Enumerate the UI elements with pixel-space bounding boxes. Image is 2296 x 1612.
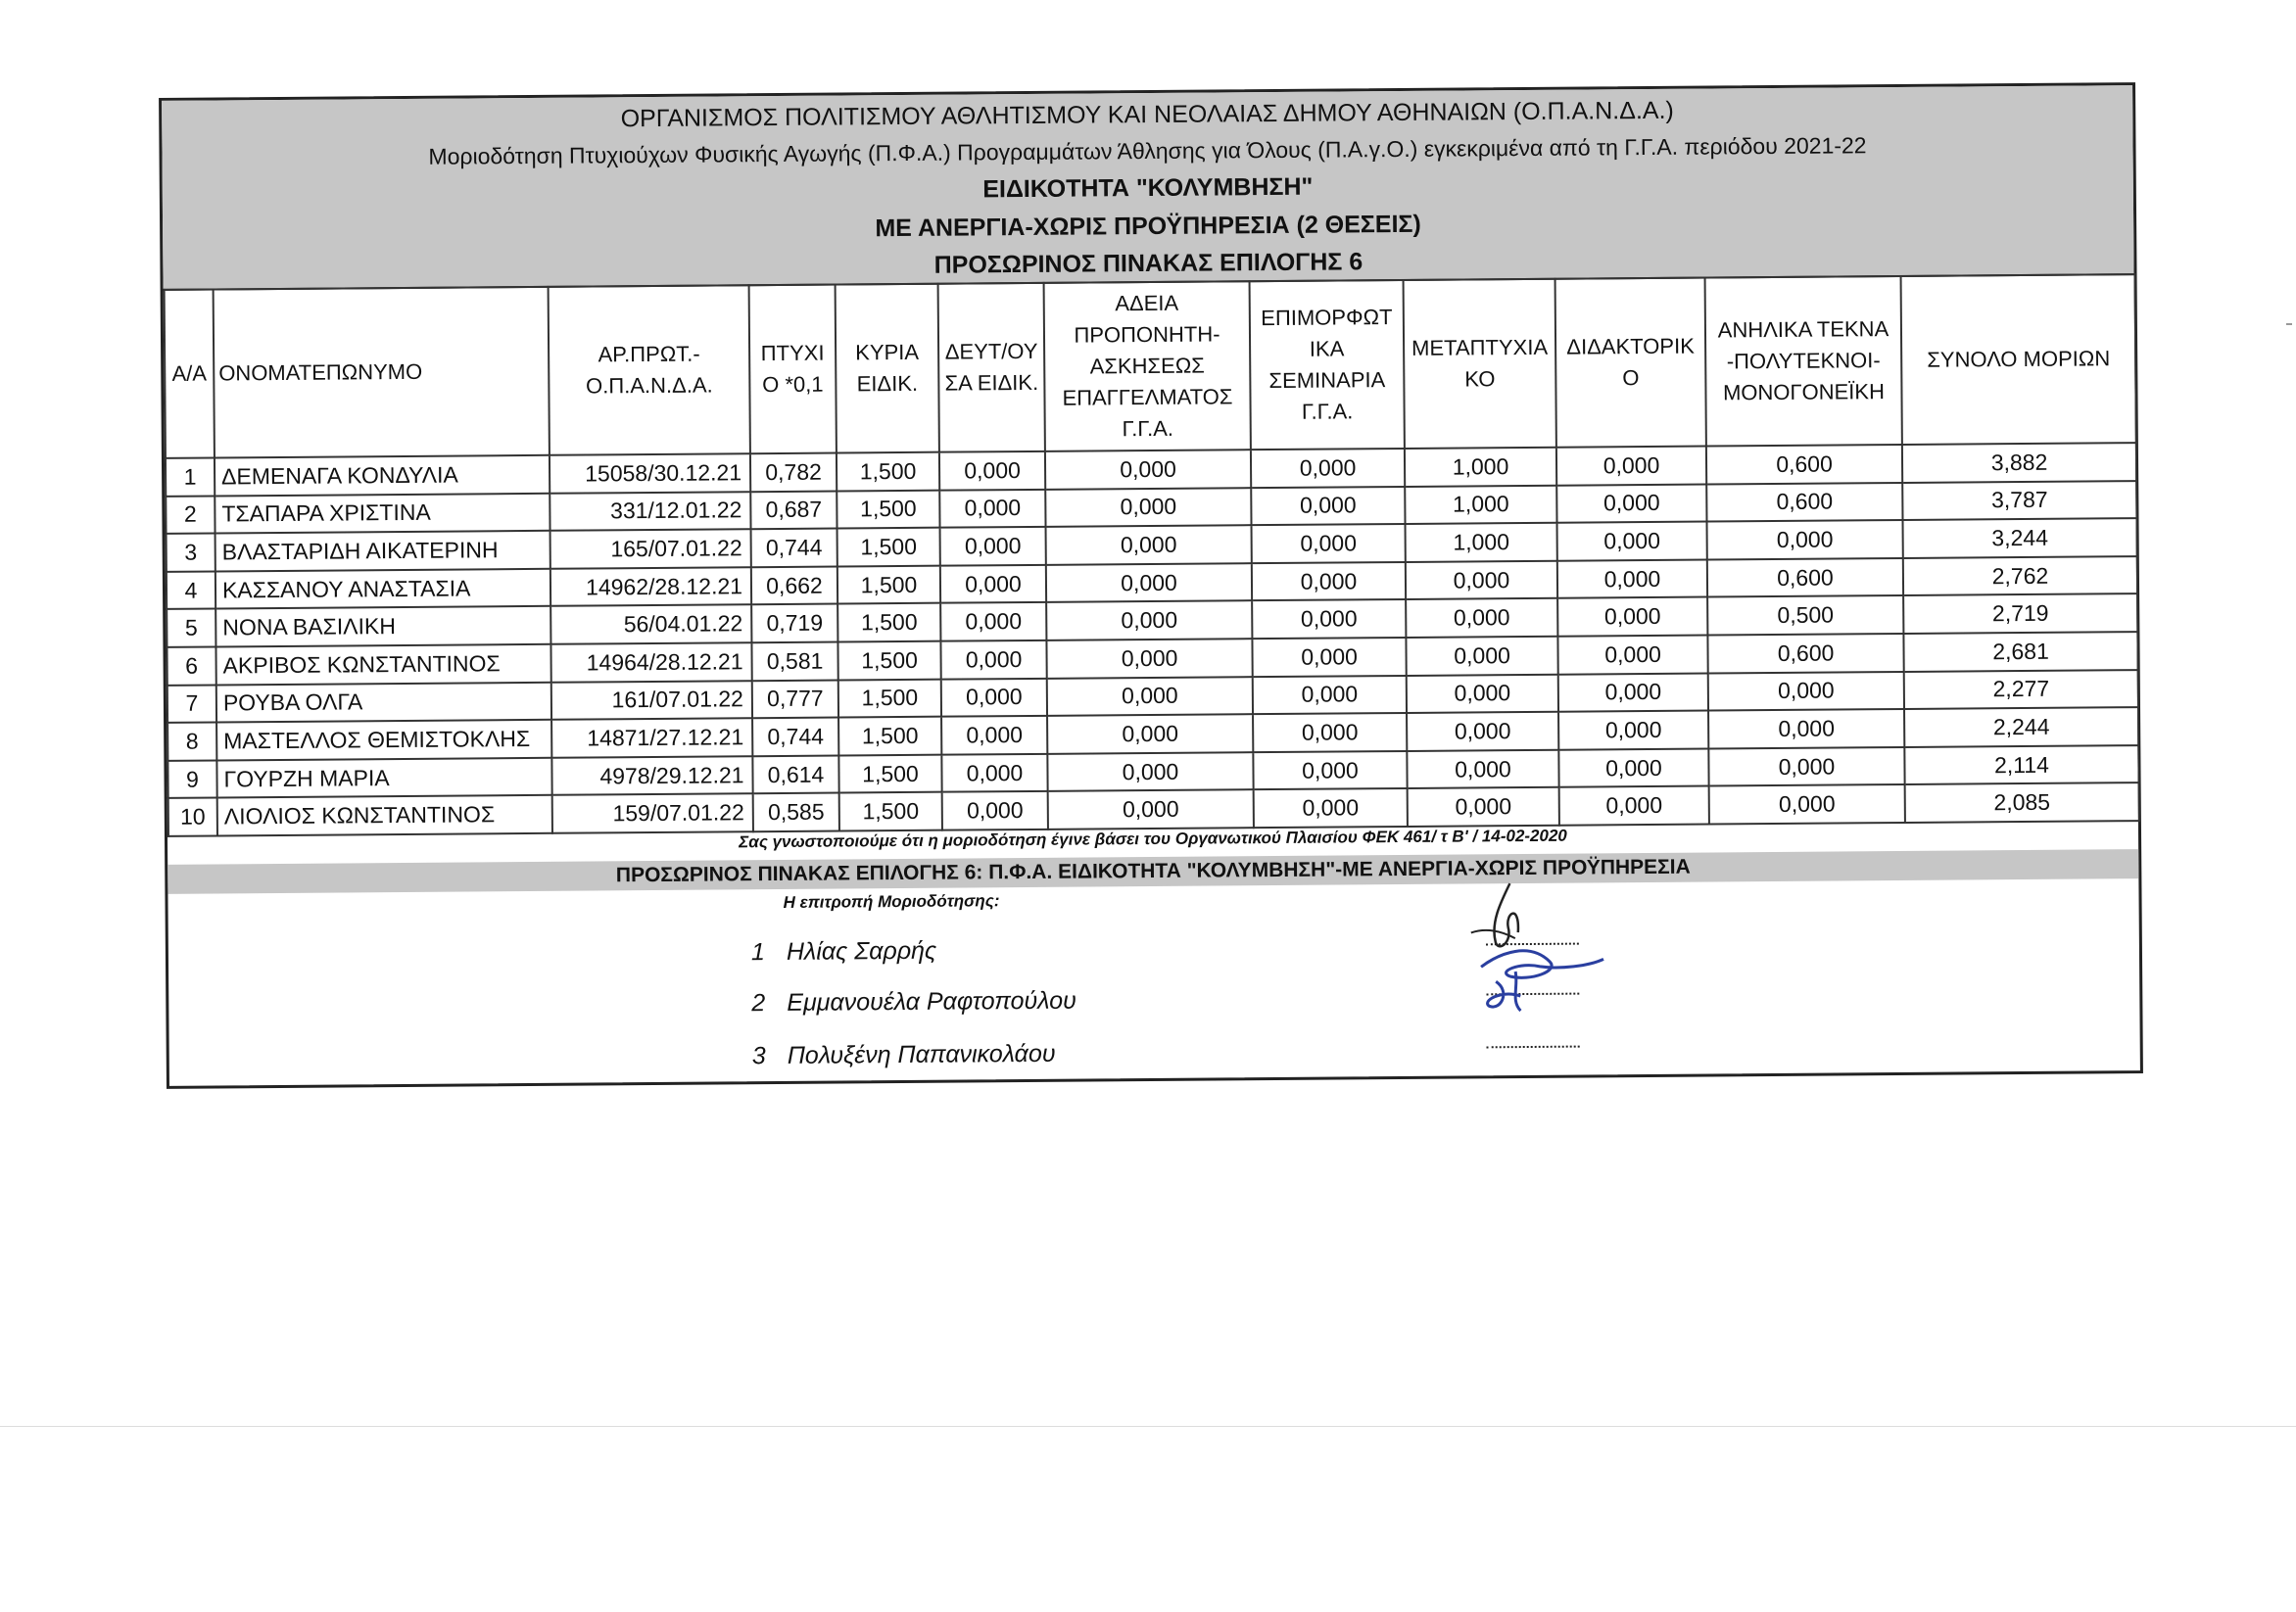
cell-coach-license: 0,000 <box>1045 450 1251 489</box>
cell-degree: 0,585 <box>753 793 839 831</box>
cell-index: 7 <box>167 685 216 723</box>
cell-secondary-specialty: 0,000 <box>941 716 1047 754</box>
cell-children: 0,000 <box>1709 784 1905 824</box>
cell-coach-license: 0,000 <box>1048 790 1254 830</box>
cell-secondary-specialty: 0,000 <box>940 640 1046 679</box>
table-title: ΠΡΟΣΩΡΙΝΟΣ ΠΙΝΑΚΑΣ ΕΠΙΛΟΓΗΣ 6 <box>933 248 1363 279</box>
cell-degree: 0,744 <box>752 718 838 756</box>
document-header <box>162 85 2133 291</box>
category-title: ΜΕ ΑΝΕΡΓΙΑ-ΧΩΡΙΣ ΠΡΟΫΠΗΡΕΣΙΑ (2 ΘΕΣΕΙΣ) <box>875 210 1421 243</box>
cell-total: 3,244 <box>1902 518 2136 557</box>
cell-phd: 0,000 <box>1557 522 1707 561</box>
cell-degree: 0,777 <box>752 680 838 718</box>
cell-total: 3,787 <box>1902 481 2136 520</box>
cell-children: 0,000 <box>1708 709 1904 748</box>
cell-protocol: 56/04.01.22 <box>550 605 751 644</box>
cell-seminars: 0,000 <box>1253 713 1407 752</box>
cell-total: 2,681 <box>1903 632 2137 671</box>
cell-secondary-specialty: 0,000 <box>940 602 1046 640</box>
cell-protocol: 165/07.01.22 <box>550 529 751 568</box>
cell-masters: 1,000 <box>1405 448 1556 487</box>
cell-children: 0,000 <box>1708 672 1904 711</box>
column-header: ΔΙΔΑΚΤΟΡΙΚ Ο <box>1555 278 1706 448</box>
cell-coach-license: 0,000 <box>1045 488 1251 527</box>
cell-index: 10 <box>168 798 217 836</box>
member-name: Εμμανουέλα Ραφτοπούλου <box>787 986 1076 1017</box>
cell-phd: 0,000 <box>1556 484 1706 523</box>
cell-children: 0,600 <box>1706 483 1902 522</box>
cell-secondary-specialty: 0,000 <box>940 565 1046 603</box>
document-subtitle: Μοριοδότηση Πτυχιούχων Φυσικής Αγωγής (Π.Φ.Α.) Προγραμμάτων Άθλησης για Όλους (Π.Α.γ.Ο.) εγκεκριμένα από τη Γ.Γ.Α. περιόδου 2021-22 <box>428 132 1867 169</box>
handwritten-signature-icon <box>1441 873 1608 1020</box>
cell-main-specialty: 1,500 <box>838 717 941 755</box>
cell-secondary-specialty: 0,000 <box>941 678 1047 716</box>
column-header: ΑΔΕΙΑ ΠΡΟΠΟΝΗΤΗ- ΑΣΚΗΣΕΩΣ ΕΠΑΓΓΕΛΜΑΤΟΣ Γ.Γ.Α. <box>1044 281 1251 451</box>
cell-masters: 0,000 <box>1406 561 1557 600</box>
cell-secondary-specialty: 0,000 <box>939 489 1045 527</box>
cell-coach-license: 0,000 <box>1047 752 1253 791</box>
column-header: Α/Α <box>165 290 215 458</box>
cell-degree: 0,719 <box>751 604 837 642</box>
column-header: ΣΥΝΟΛΟ ΜΟΡΙΩΝ <box>1901 274 2136 445</box>
cell-phd: 0,000 <box>1558 673 1708 712</box>
member-number: 3 <box>751 1042 766 1070</box>
cell-seminars: 0,000 <box>1254 788 1408 828</box>
column-header: ΜΕΤΑΠΤΥΧΙΑ ΚΟ <box>1404 279 1556 449</box>
cell-main-specialty: 1,500 <box>837 565 940 603</box>
cell-phd: 0,000 <box>1559 786 1709 826</box>
committee-member <box>751 987 1076 1019</box>
scan-edge-mark <box>2286 323 2292 325</box>
cell-protocol: 331/12.01.22 <box>550 492 750 531</box>
column-header: ΑΝΗΛΙΚΑ ΤΕΚΝΑ -ΠΟΛΥΤΕΚΝΟΙ- ΜΟΝΟΓΟΝΕΪΚΗ <box>1705 276 1902 447</box>
cell-coach-license: 0,000 <box>1047 714 1253 753</box>
cell-degree: 0,782 <box>750 453 837 492</box>
cell-masters: 0,000 <box>1407 749 1558 788</box>
cell-main-specialty: 1,500 <box>837 452 939 491</box>
cell-index: 1 <box>166 458 215 497</box>
cell-children: 0,600 <box>1707 558 1903 597</box>
cell-coach-license: 0,000 <box>1046 601 1252 640</box>
column-header: ΕΠΙΜΟΡΦΩΤ ΙΚΑ ΣΕΜΙΝΑΡΙΑ Γ.Γ.Α. <box>1250 280 1405 450</box>
member-name: Ηλίας Σαρρής <box>786 936 937 966</box>
cell-main-specialty: 1,500 <box>838 754 941 792</box>
cell-phd: 0,000 <box>1556 447 1706 486</box>
cell-masters: 1,000 <box>1406 523 1557 562</box>
cell-index: 4 <box>167 571 215 609</box>
table-header-row <box>165 274 2136 458</box>
cell-children: 0,600 <box>1706 445 1902 484</box>
cell-name: ΔΕΜΕΝΑΓΑ ΚΟΝΔΥΛΙΑ <box>215 455 550 496</box>
cell-protocol: 4978/29.12.21 <box>551 756 752 795</box>
column-header: ΟΝΟΜΑΤΕΠΩΝΥΜΟ <box>214 287 550 458</box>
cell-total: 2,085 <box>1905 782 2139 822</box>
cell-children: 0,600 <box>1707 634 1903 673</box>
cell-main-specialty: 1,500 <box>837 490 939 528</box>
cell-secondary-specialty: 0,000 <box>941 754 1047 792</box>
member-number: 1 <box>750 938 765 967</box>
cell-phd: 0,000 <box>1557 559 1707 598</box>
cell-seminars: 0,000 <box>1252 524 1406 563</box>
cell-name: ΓΟΥΡΖΗ ΜΑΡΙΑ <box>216 758 551 798</box>
cell-coach-license: 0,000 <box>1046 563 1252 602</box>
cell-total: 2,244 <box>1904 707 2138 746</box>
cell-total: 2,277 <box>1904 670 2138 709</box>
cell-name: ΒΛΑΣΤΑΡΙΔΗ ΑΙΚΑΤΕΡΙΝΗ <box>215 531 550 571</box>
cell-phd: 0,000 <box>1557 597 1707 637</box>
organization-title: ΟΡΓΑΝΙΣΜΟΣ ΠΟΛΙΤΙΣΜΟΥ ΑΘΛΗΤΙΣΜΟΥ ΚΑΙ ΝΕΟΛΑΙΑΣ ΔΗΜΟΥ ΑΘΗΝΑΙΩΝ (Ο.Π.Α.Ν.Δ.Α.) <box>620 96 1674 133</box>
footer-title-band: ΠΡΟΣΩΡΙΝΟΣ ΠΙΝΑΚΑΣ ΕΠΙΛΟΓΗΣ 6: Π.Φ.Α. ΕΙΔΙΚΟΤΗΤΑ "ΚΟΛΥΜΒΗΣΗ"-ΜΕ ΑΝΕΡΓΙΑ-ΧΩΡΙΣ ΠΡΟΫΠΗΡΕΣΙΑ <box>167 849 2138 894</box>
cell-seminars: 0,000 <box>1253 751 1407 790</box>
cell-seminars: 0,000 <box>1251 449 1405 488</box>
cell-name: ΛΙΟΛΙΟΣ ΚΩΝΣΤΑΝΤΙΝΟΣ <box>217 795 552 835</box>
cell-main-specialty: 1,500 <box>839 792 942 830</box>
cell-degree: 0,744 <box>751 529 837 567</box>
cell-name: ΚΑΣΣΑΝΟΥ ΑΝΑΣΤΑΣΙΑ <box>215 569 550 609</box>
cell-phd: 0,000 <box>1558 711 1708 750</box>
cell-secondary-specialty: 0,000 <box>942 791 1048 830</box>
cell-total: 2,719 <box>1903 593 2137 633</box>
column-header: ΔΕΥΤ/ΟΥ ΣΑ ΕΙΔΙΚ. <box>938 283 1045 452</box>
cell-name: ΡΟΥΒΑ ΟΛΓΑ <box>216 682 551 722</box>
column-header: ΠΤΥΧΙ Ο *0,1 <box>749 285 837 454</box>
cell-seminars: 0,000 <box>1252 638 1406 677</box>
cell-children: 0,500 <box>1707 595 1903 635</box>
scan-artifact-line <box>0 1426 2296 1427</box>
cell-phd: 0,000 <box>1558 748 1708 787</box>
cell-total: 2,114 <box>1904 745 2138 784</box>
cell-name: ΜΑΣΤΕΛΛΟΣ ΘΕΜΙΣΤΟΚΛΗΣ <box>216 720 551 760</box>
cell-total: 2,762 <box>1903 556 2137 595</box>
cell-degree: 0,662 <box>751 566 837 604</box>
cell-index: 3 <box>167 534 215 572</box>
member-number: 2 <box>751 989 766 1018</box>
cell-name: ΑΚΡΙΒΟΣ ΚΩΝΣΤΑΝΤΙΝΟΣ <box>215 644 550 685</box>
cell-secondary-specialty: 0,000 <box>939 451 1045 490</box>
committee-member <box>751 937 936 967</box>
column-header: ΚΥΡΙΑ ΕΙΔΙΚ. <box>836 284 939 453</box>
committee-member <box>752 1040 1056 1070</box>
cell-children: 0,000 <box>1707 520 1903 559</box>
cell-masters: 0,000 <box>1408 787 1559 827</box>
document-sheet <box>159 82 2143 1089</box>
cell-index: 9 <box>167 760 216 798</box>
cell-main-specialty: 1,500 <box>838 679 941 717</box>
scores-table <box>164 273 2140 837</box>
column-header: ΑΡ.ΠΡΩΤ.- Ο.Π.Α.Ν.Δ.Α. <box>549 285 750 455</box>
cell-seminars: 0,000 <box>1251 487 1405 526</box>
cell-main-specialty: 1,500 <box>837 603 940 641</box>
cell-name: ΝΟΝΑ ΒΑΣΙΛΙΚΗ <box>215 606 550 646</box>
committee-label: Η επιτροπή Μοριοδότησης: <box>783 891 1000 912</box>
cell-coach-license: 0,000 <box>1046 639 1252 678</box>
cell-protocol: 14962/28.12.21 <box>550 567 751 606</box>
cell-protocol: 15058/30.12.21 <box>550 453 750 493</box>
cell-masters: 1,000 <box>1405 485 1556 524</box>
cell-masters: 0,000 <box>1407 712 1558 751</box>
cell-degree: 0,614 <box>752 755 838 793</box>
legal-basis-note: Σας γνωστοποιούμε ότι η μοριοδότηση έγινε βάσει του Οργανωτικού Πλαισίου ΦΕΚ 461/ τ Β' / 14-02-2020 <box>739 826 1567 852</box>
cell-children: 0,000 <box>1708 747 1904 786</box>
cell-main-specialty: 1,500 <box>837 641 940 680</box>
cell-seminars: 0,000 <box>1253 676 1407 715</box>
cell-protocol: 14871/27.12.21 <box>551 718 752 757</box>
cell-protocol: 161/07.01.22 <box>551 681 752 720</box>
cell-name: ΤΣΑΠΑΡΑ ΧΡΙΣΤΙΝΑ <box>215 493 550 533</box>
specialty-title: ΕΙΔΙΚΟΤΗΤΑ "ΚΟΛΥΜΒΗΣΗ" <box>982 172 1314 204</box>
cell-masters: 0,000 <box>1406 598 1557 638</box>
member-name: Πολυξένη Παπανικολάου <box>787 1039 1056 1069</box>
cell-coach-license: 0,000 <box>1046 525 1252 564</box>
cell-index: 8 <box>167 723 216 761</box>
cell-total: 3,882 <box>1902 443 2136 482</box>
cell-main-specialty: 1,500 <box>837 528 940 566</box>
cell-masters: 0,000 <box>1406 637 1557 676</box>
cell-phd: 0,000 <box>1557 636 1707 675</box>
cell-protocol: 159/07.01.22 <box>552 794 753 833</box>
cell-protocol: 14964/28.12.21 <box>550 642 751 682</box>
cell-degree: 0,687 <box>750 491 837 529</box>
signature-line <box>1487 1046 1580 1049</box>
cell-index: 6 <box>167 646 215 685</box>
cell-masters: 0,000 <box>1407 674 1558 713</box>
cell-secondary-specialty: 0,000 <box>940 527 1046 565</box>
cell-degree: 0,581 <box>751 641 837 680</box>
cell-seminars: 0,000 <box>1252 599 1406 639</box>
cell-index: 2 <box>166 496 215 534</box>
cell-seminars: 0,000 <box>1252 562 1406 601</box>
cell-coach-license: 0,000 <box>1047 677 1253 716</box>
table-body <box>166 443 2139 836</box>
cell-index: 5 <box>167 609 215 647</box>
